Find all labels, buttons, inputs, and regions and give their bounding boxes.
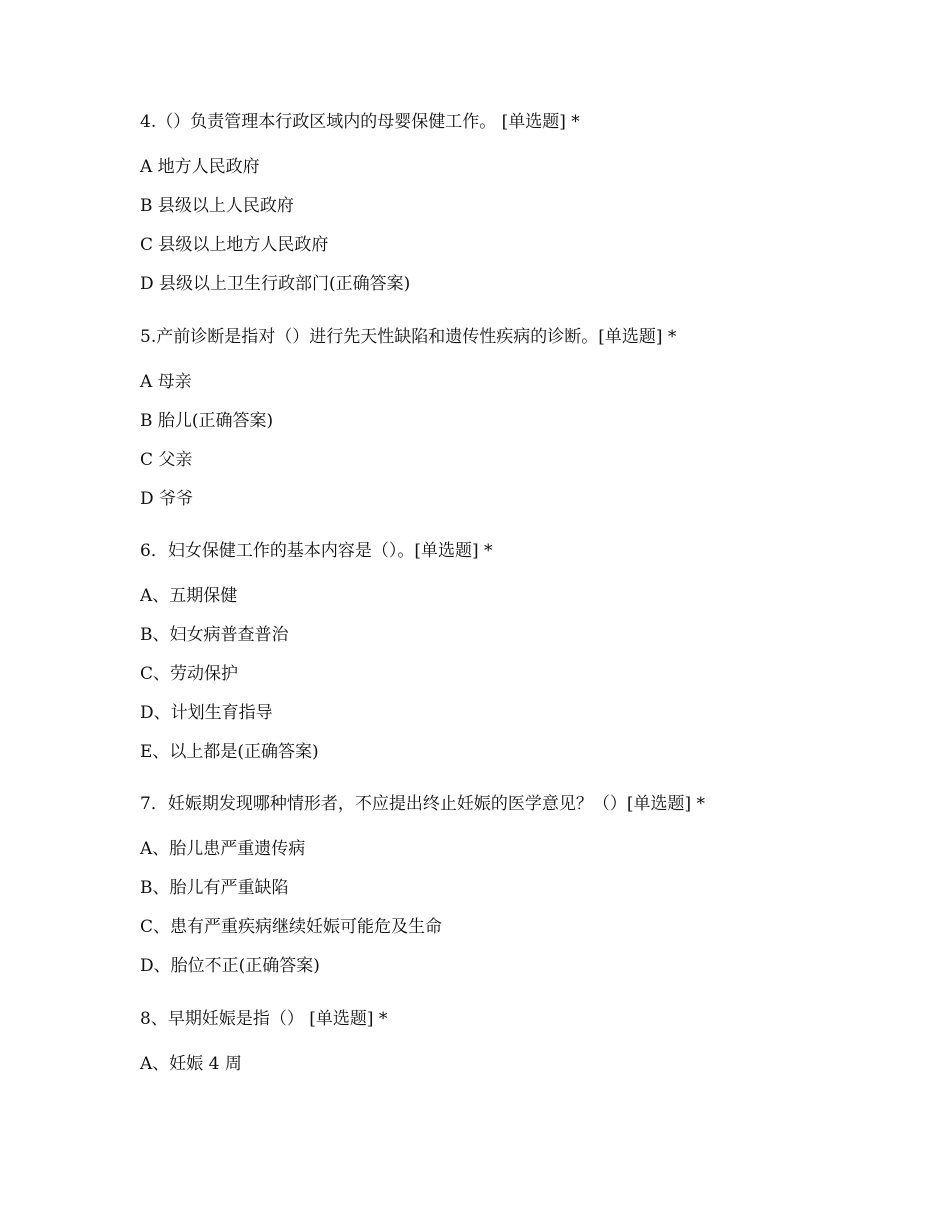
- option-d: D、计划生育指导: [140, 703, 273, 723]
- option-list: [140, 155, 900, 296]
- option-c: C、劳动保护: [140, 664, 239, 684]
- option-b: B、胎儿有严重缺陷: [140, 878, 289, 898]
- option-d: D 爷爷: [140, 489, 194, 509]
- question-title: 5.产前诊断是指对（）进行先天性缺陷和遗传性疾病的诊断。[单选题] *: [140, 327, 677, 347]
- question-8: [140, 1007, 900, 1076]
- option-e: E、以上都是(正确答案): [140, 742, 319, 762]
- option-a: A、五期保健: [140, 586, 238, 606]
- option-a: A 地方人民政府: [140, 157, 260, 177]
- option-list: [140, 1052, 900, 1076]
- option-a: A 母亲: [140, 372, 192, 392]
- option-c: C 县级以上地方人民政府: [140, 235, 329, 255]
- option-a: A、妊娠 4 周: [140, 1054, 242, 1074]
- question-6: [140, 539, 900, 764]
- question-7: [140, 792, 900, 978]
- question-title: 6．妇女保健工作的基本内容是（）。[单选题] *: [140, 541, 493, 561]
- option-d: D 县级以上卫生行政部门(正确答案): [140, 274, 411, 294]
- question-4: [140, 110, 900, 296]
- question-5: [140, 325, 900, 511]
- option-b: B 胎儿(正确答案): [140, 411, 274, 431]
- option-c: C 父亲: [140, 450, 193, 470]
- option-b: B 县级以上人民政府: [140, 196, 294, 216]
- question-title: 4.（）负责管理本行政区域内的母婴保健工作。 [单选题] *: [140, 112, 580, 132]
- option-list: [140, 370, 900, 511]
- option-list: [140, 837, 900, 978]
- question-title: 7．妊娠期发现哪种情形者，不应提出终止妊娠的医学意见？（）[单选题] *: [140, 794, 705, 814]
- option-c: C、患有严重疾病继续妊娠可能危及生命: [140, 917, 443, 937]
- question-title: 8、早期妊娠是指（） [单选题] *: [140, 1009, 388, 1029]
- option-d: D、胎位不正(正确答案): [140, 956, 320, 976]
- option-b: B、妇女病普查普治: [140, 625, 289, 645]
- option-list: [140, 584, 900, 764]
- option-a: A、胎儿患严重遗传病: [140, 839, 306, 859]
